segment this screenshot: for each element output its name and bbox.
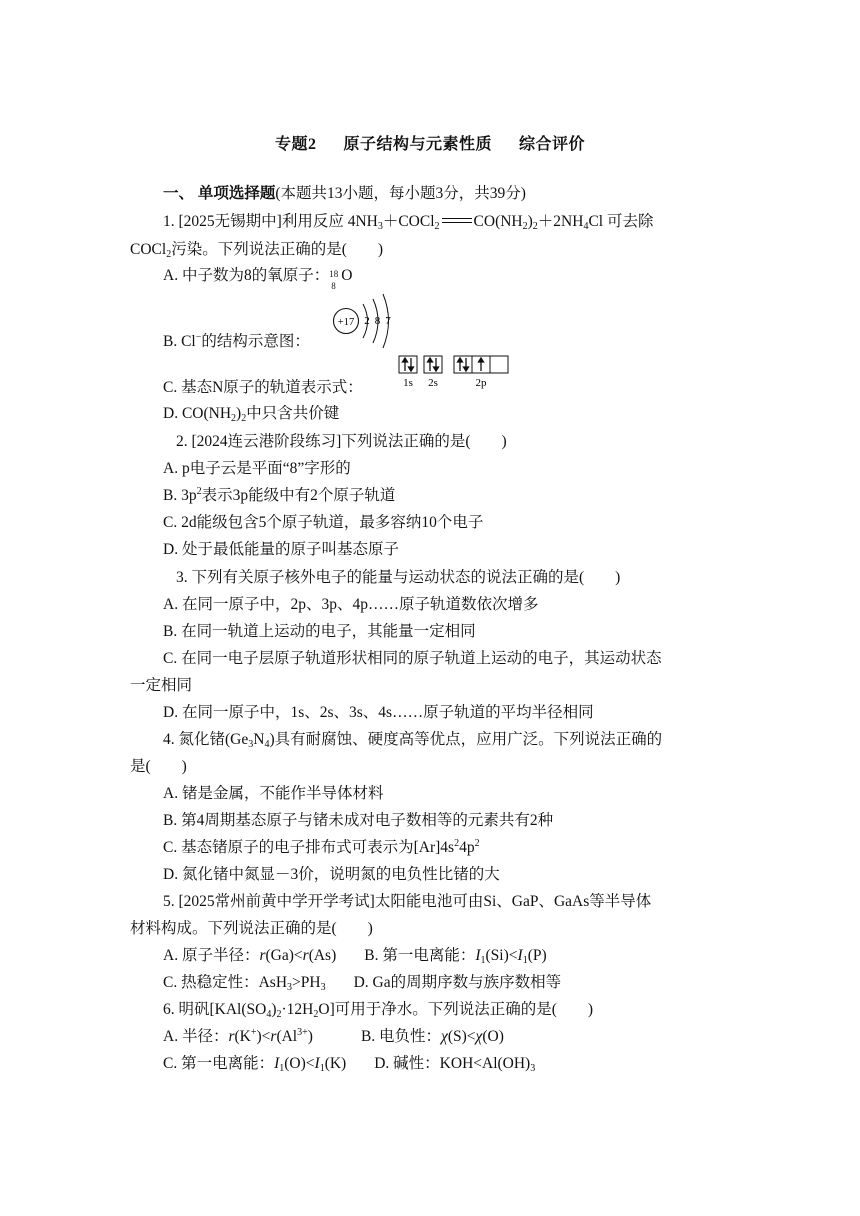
q5-c-b: >PH	[292, 974, 321, 991]
section-desc: (本题共13小题，每小题3分，共39分)	[275, 185, 526, 202]
q6-d-a: D. 碱性：KOH<Al(OH)	[374, 1055, 531, 1072]
q6-stem-c: ·12H	[281, 1001, 314, 1018]
q6-stem-d: O]可用于净水。下列说法正确的是( )	[318, 1001, 594, 1018]
q4-option-d: D. 氮化锗中氮显－3价，说明氮的电负性比锗的大	[163, 866, 500, 883]
q5-a-a: A. 原子半径：	[163, 947, 260, 964]
q1-stem	[163, 211, 763, 233]
q6-stem-b: )	[271, 1001, 277, 1018]
q5-a-e: (As)	[308, 947, 337, 964]
q6-a-b: r	[228, 1028, 235, 1045]
q6-c-c: (O)<	[284, 1055, 315, 1072]
q5-options-cd	[163, 972, 763, 994]
orbital-box-1s	[399, 356, 417, 373]
q6-a-c: (K	[234, 1028, 251, 1045]
sub: 2	[522, 221, 528, 232]
q3-option-a: A. 在同一原子中，2p、3p、4p……原子轨道数依次增多	[163, 596, 539, 613]
q4-stem-b: N	[253, 731, 265, 748]
sub: 2	[532, 221, 538, 232]
sup: +	[250, 1027, 257, 1038]
q1-stem-line2	[130, 239, 730, 261]
atomic-number: 8	[331, 281, 336, 292]
q1-line2a: COCl	[130, 241, 167, 258]
sup: 2	[454, 838, 460, 849]
q3-option-c: C. 在同一电子层原子轨道形状相同的原子轨道上运动的电子，其运动状态	[163, 650, 662, 667]
q2-stem: 2. [2024连云港阶段练习]下列说法正确的是( )	[176, 433, 507, 450]
q3-option-c-cont: 一定相同	[130, 677, 193, 694]
title-part2: 原子结构与元素性质	[343, 136, 492, 153]
q5-a-d: r	[302, 947, 309, 964]
q2-option-d: D. 处于最低能量的原子叫基态原子	[163, 541, 399, 558]
q6-c-d: I	[314, 1055, 320, 1072]
page-title	[0, 131, 860, 154]
q1-stem-c: CO(NH	[473, 213, 523, 230]
q6-stem-a: 6. 明矾[KAl(SO	[163, 1001, 267, 1018]
q6-b-d: χ	[475, 1028, 483, 1045]
sup: 2	[474, 838, 480, 849]
q5-b-c: (Si)<	[485, 947, 518, 964]
q6-c-b: I	[274, 1055, 280, 1072]
q1-b-text: B. Cl	[163, 333, 196, 350]
q1-b-text2: 的结构示意图：	[201, 333, 310, 350]
q1-d-text: D. CO(NH	[163, 405, 232, 422]
element-symbol: O	[341, 267, 353, 284]
orbital-box-2s	[424, 356, 442, 373]
q6-b-e: (O)	[482, 1028, 504, 1045]
q6-b-c: (S)<	[447, 1028, 476, 1045]
q2-option-c: C. 2d能级包含5个原子轨道，最多容纳10个电子	[163, 514, 484, 531]
sub: 4	[264, 739, 270, 750]
q6-c-a: C. 第一电离能：	[163, 1055, 275, 1072]
sub: 2	[276, 1009, 282, 1020]
sub: 3	[530, 1063, 536, 1074]
sub: 1	[319, 1063, 325, 1074]
title-part3: 综合评价	[519, 136, 586, 153]
q1-stem-e: ＋2NH	[537, 213, 584, 230]
q2-option-b	[163, 485, 763, 507]
q4-c-a: C. 基态锗原子的电子排布式可表示为[Ar]4s	[163, 839, 455, 856]
q5-b-e: (P)	[527, 947, 547, 964]
q6-a-f: (Al	[276, 1028, 298, 1045]
q5-options-ab	[163, 945, 763, 967]
q5-a-b: r	[259, 947, 266, 964]
shell-count-3: 7	[385, 315, 391, 327]
q1-c-text: C. 基态N原子的轨道表示式：	[163, 379, 363, 396]
q1-option-a	[163, 265, 763, 292]
sub: 3	[320, 982, 326, 993]
sub: 4	[583, 221, 589, 232]
q3-option-d: D. 在同一原子中，1s、2s、3s、4s……原子轨道的平均半径相同	[163, 704, 594, 721]
sub: 3	[377, 221, 383, 232]
q6-a-d: )<	[256, 1028, 271, 1045]
q6-a-e: r	[270, 1028, 277, 1045]
q6-a-a: A. 半径：	[163, 1028, 229, 1045]
sup: 2	[196, 486, 202, 497]
title-part1: 专题2	[274, 136, 317, 153]
orbital-box-2p-3	[490, 356, 508, 373]
isotope-notation	[329, 267, 341, 292]
sub: 4	[266, 1009, 272, 1020]
q4-stem-a: 4. 氮化锗(Ge	[163, 731, 249, 748]
electron-arrows	[403, 358, 484, 371]
equals-sign	[440, 216, 474, 226]
orbital-label-2s: 2s	[428, 377, 438, 389]
q5-a-c: (Ga)<	[265, 947, 303, 964]
q4-option-b: B. 第4周期基态原子与锗未成对电子数相等的元素共有2种	[163, 812, 554, 829]
q1-stem-d: )	[527, 213, 533, 230]
q6-a-g: )	[307, 1028, 313, 1045]
q5-c-a: C. 热稳定性：AsH	[163, 974, 288, 991]
q4-stem-c: )具有耐腐蚀、硬度高等优点，应用广泛。下列说法正确的	[269, 731, 663, 748]
q5-b-a: B. 第一电离能：	[364, 947, 476, 964]
sup: 3+	[297, 1027, 308, 1038]
q5-b-d: I	[517, 947, 523, 964]
q5-b-b: I	[475, 947, 481, 964]
q3-option-b: B. 在同一轨道上运动的电子，其能量一定相同	[163, 623, 476, 640]
q6-stem	[163, 999, 763, 1021]
q1-stem-b: ＋COCl	[382, 213, 435, 230]
orbital-box-2p-1	[454, 356, 472, 373]
q6-options-ab	[163, 1026, 763, 1048]
sub: 2	[434, 221, 440, 232]
sub: 1	[279, 1063, 285, 1074]
sub: 1	[522, 955, 528, 966]
q4-option-a: A. 锗是金属，不能作半导体材料	[163, 785, 384, 802]
q6-options-cd	[163, 1053, 763, 1075]
q2-b-a: B. 3p	[163, 487, 197, 504]
q4-option-c	[163, 837, 763, 859]
sub: 2	[241, 413, 247, 424]
q1-option-c	[163, 377, 763, 399]
sub: 2	[231, 413, 237, 424]
sub: 3	[287, 982, 293, 993]
orbital-label-1s: 1s	[403, 377, 413, 389]
q1-option-d	[163, 403, 763, 425]
q6-b-a: B. 电负性：	[360, 1028, 442, 1045]
sup: −	[195, 332, 202, 343]
q4-stem-line2: 是( )	[130, 758, 187, 775]
mass-number: 18	[329, 269, 339, 280]
nucleus-charge: +17	[337, 317, 355, 328]
shell-count-2: 8	[374, 315, 381, 327]
q1-stem-f: Cl 可去除	[588, 213, 654, 230]
q6-c-e: (K)	[324, 1055, 347, 1072]
q1-a-text: A. 中子数为8的氧原子：	[163, 267, 330, 284]
q1-line2b: 污染。下列说法正确的是( )	[171, 241, 384, 258]
section-heading	[163, 183, 763, 205]
section-label: 一、 单项选择题	[163, 185, 276, 202]
q1-d-text3: 中只含共价键	[246, 405, 340, 422]
q1-stem-a: 1. [2025无锡期中]利用反应 4NH	[163, 213, 378, 230]
sub: 2	[166, 249, 172, 260]
shell-count-1: 2	[364, 315, 370, 327]
q2-b-b: 表示3p能级中有2个原子轨道	[201, 487, 396, 504]
q6-b-b: χ	[441, 1028, 448, 1045]
q4-c-b: 4p	[459, 839, 475, 856]
q4-stem	[163, 729, 763, 751]
orbital-label-2p: 2p	[475, 377, 487, 389]
sub: 2	[313, 1009, 319, 1020]
sub: 3	[248, 739, 254, 750]
q5-stem: 5. [2025常州前黄中学开学考试]太阳能电池可由Si、GaP、GaAs等半导体	[163, 893, 652, 910]
sub: 1	[480, 955, 486, 966]
q1-d-text2: )	[236, 405, 242, 422]
q5-stem-line2: 材料构成。下列说法正确的是( )	[130, 920, 373, 937]
q1-option-b	[163, 331, 763, 353]
q5-d: D. Ga的周期序数与族序数相等	[353, 974, 562, 991]
q3-stem: 3. 下列有关原子核外电子的能量与运动状态的说法正确的是( )	[176, 569, 621, 586]
q2-option-a: A. p电子云是平面“8”字形的	[163, 460, 351, 477]
